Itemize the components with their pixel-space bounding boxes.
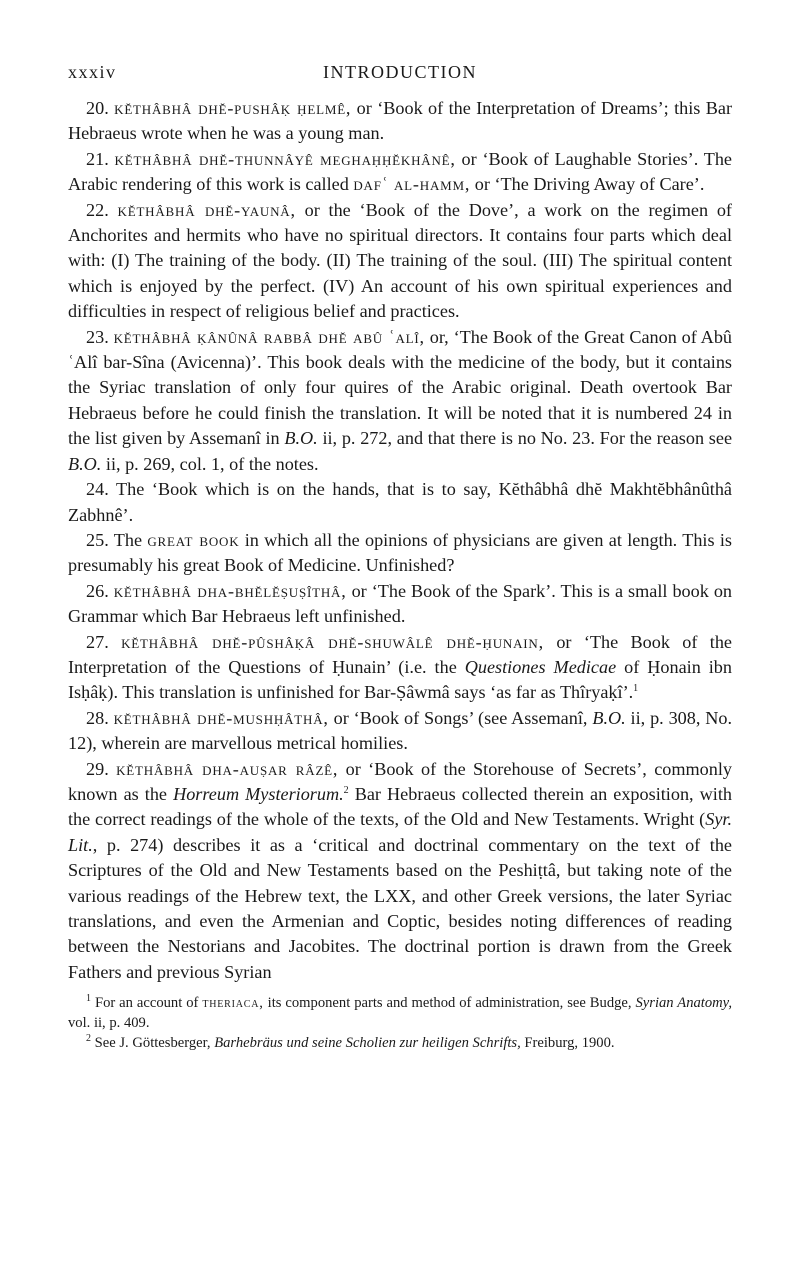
running-title: INTRODUCTION xyxy=(323,62,477,82)
list-item xyxy=(68,630,732,706)
italic-title: Syrian Anatomy, xyxy=(635,995,732,1012)
entry-text: The xyxy=(113,529,143,550)
entry-number: 20. xyxy=(86,98,109,118)
footnote-text: its component parts and method of administration, see Budge, xyxy=(267,995,632,1012)
entry-number: 24. xyxy=(86,479,109,500)
entry-title: kĕthâbhâ dhĕ-pûshâḳâ dhĕ-shuwâlê dhĕ-ḥunain, xyxy=(121,631,544,652)
list-item xyxy=(68,198,732,325)
reference-abbrev: B.O. xyxy=(68,453,102,474)
footnotes xyxy=(68,993,732,1053)
footnote-text: vol. ii, p. 409. xyxy=(68,1015,150,1032)
main-text xyxy=(68,96,732,985)
footnote-term: theriaca, xyxy=(202,995,264,1012)
entry-number: 28. xyxy=(86,707,109,728)
list-item xyxy=(68,96,732,147)
entry-text: ii, p. 269, col. 1, of the notes. xyxy=(105,453,319,474)
entry-text: or ‘Book of Songs’ (see Assemanî, xyxy=(333,707,588,728)
entry-number: 29. xyxy=(86,758,109,779)
footnote xyxy=(68,993,732,1033)
entry-text: in which all the opinions of physicians are given at length. This is presumably his great Book of Medicine. Unfinished? xyxy=(68,529,733,576)
entry-number: 23. xyxy=(86,326,109,347)
entry-term: great book xyxy=(147,529,240,550)
entry-text: Bar Hebraeus collected therein an exposition, with the correct readings of the whole of the texts, of the Old and New Testaments. Wright ( xyxy=(68,783,732,830)
italic-title: Questiones Medicae xyxy=(464,656,617,677)
entry-text: ii, p. 272, and that there is no No. 23. For the reason see xyxy=(322,428,733,449)
entry-term: dafʿ al-hamm, xyxy=(353,174,471,195)
footnote xyxy=(68,1033,732,1053)
italic-title: Horreum Mysteriorum. xyxy=(173,783,344,804)
list-item xyxy=(68,325,732,477)
entry-text: or ‘Book of Laughable Stories’. The Arabic rendering of this work is called xyxy=(68,148,733,195)
entry-text: or ‘Book of the Storehouse of Secrets’, commonly known as the xyxy=(68,758,733,804)
entry-title: kĕthâbhâ ḳânûnâ rabbâ dhĕ abû ʿalî, xyxy=(113,326,425,347)
entry-text: ii, p. 308, No. 12), wherein are marvellous metrical homilies. xyxy=(68,707,733,754)
list-item xyxy=(68,528,732,579)
entry-title: kĕthâbhâ dha-bhĕlĕṣuṣîthâ, xyxy=(113,580,347,601)
list-item xyxy=(68,477,732,528)
entry-title: kĕthâbhâ dhĕ-pushâḳ ḥelmê, xyxy=(114,98,352,118)
list-item xyxy=(68,706,732,757)
footnote-ref: 1 xyxy=(633,683,639,695)
list-item xyxy=(68,757,732,986)
reference-abbrev: B.O. xyxy=(284,428,318,449)
page-header xyxy=(68,62,732,86)
entry-text: or, ‘The Book of the Great Canon of Abû ʿAlî bar-Sîna (Avicenna)’. This book deals with the medicine of the body, but it contains the Syriac translation of only four quires of the Arabic original. Death overtook Bar Hebraeus before he could finish the translation. It will be noted that it is numbered 24 in the list given by Assemanî in xyxy=(68,326,733,449)
footnote-text: For an account of xyxy=(94,995,199,1012)
footnote-ref: 2 xyxy=(343,784,349,796)
footnote-mark: 2 xyxy=(86,1033,91,1045)
entry-text: The ‘Book which is on the hands, that is to say, Kĕthâbhâ dhĕ Makhtĕbhânûthâ Zabhnê’. xyxy=(68,479,733,525)
entry-text: or ‘Book of the Interpretation of Dreams’; this Bar Hebraeus wrote when he was a young man. xyxy=(68,98,733,144)
reference-abbrev: B.O. xyxy=(592,707,626,728)
entry-text: or ‘The Book of the Spark’. This is a small book on Grammar which Bar Hebraeus left unfinished. xyxy=(68,580,733,627)
footnote-mark: 1 xyxy=(86,993,91,1005)
italic-title: Barhebräus und seine Scholien zur heiligen Schrifts, xyxy=(214,1035,521,1052)
entry-number: 26. xyxy=(86,580,109,601)
entry-text: or the ‘Book of the Dove’, a work on the regimen of Anchorites and hermits who have no spiritual directors. It contains four parts which deal with: (I) The training of the body. (II) The training of the soul. (III) The spiritual content which is enjoyed by the perfect. (IV) An account of his own spiritual experiences and difficulties in respect of religious belief and practices. xyxy=(68,199,732,322)
footnote-text: See J. Göttesberger, xyxy=(94,1035,211,1052)
list-item xyxy=(68,147,732,198)
list-item xyxy=(68,579,732,630)
entry-number: 27. xyxy=(86,631,109,652)
entry-number: 25. xyxy=(86,529,109,550)
italic-title: Syr. Lit. xyxy=(68,809,732,855)
entry-title: kĕthâbhâ dha-auṣar râzê, xyxy=(116,758,339,779)
entry-title: kĕthâbhâ dhĕ-mushḥâthâ, xyxy=(113,707,329,728)
entry-text: or ‘The Driving Away of Care’. xyxy=(474,174,705,195)
footnote-text: Freiburg, 1900. xyxy=(524,1035,615,1052)
entry-title: kĕthâbhâ dhĕ-yaunâ, xyxy=(117,199,296,220)
entry-text: , p. 274) describes it as a ‘critical and doctrinal commentary on the text of the Scriptures of the Old and New Testaments based on the Peshiṭtâ, but taking note of the various readings of the Hebrew text, the LXX, and other Greek versions, the later Syriac translations, and even the Armenian and Coptic, besides noting differences of reading between the Nestorians and Jacobites. The doctrinal portion is drawn from the Greek Fathers and previous Syrian xyxy=(68,834,732,982)
entry-text: of Ḥonain ibn Isḥâḳ). This translation is unfinished for Bar-Ṣâwmâ says ‘as far as Thîryaḳî’. xyxy=(68,656,732,703)
entry-title: kĕthâbhâ dhĕ-thunnâyê meghaḥḥĕkhânê, xyxy=(114,148,456,169)
entry-number: 22. xyxy=(86,199,109,220)
entry-number: 21. xyxy=(86,148,109,169)
entry-text: or ‘The Book of the Interpretation of the Questions of Ḥunain’ (i.e. the xyxy=(68,631,733,677)
page-number: xxxiv xyxy=(68,62,117,82)
